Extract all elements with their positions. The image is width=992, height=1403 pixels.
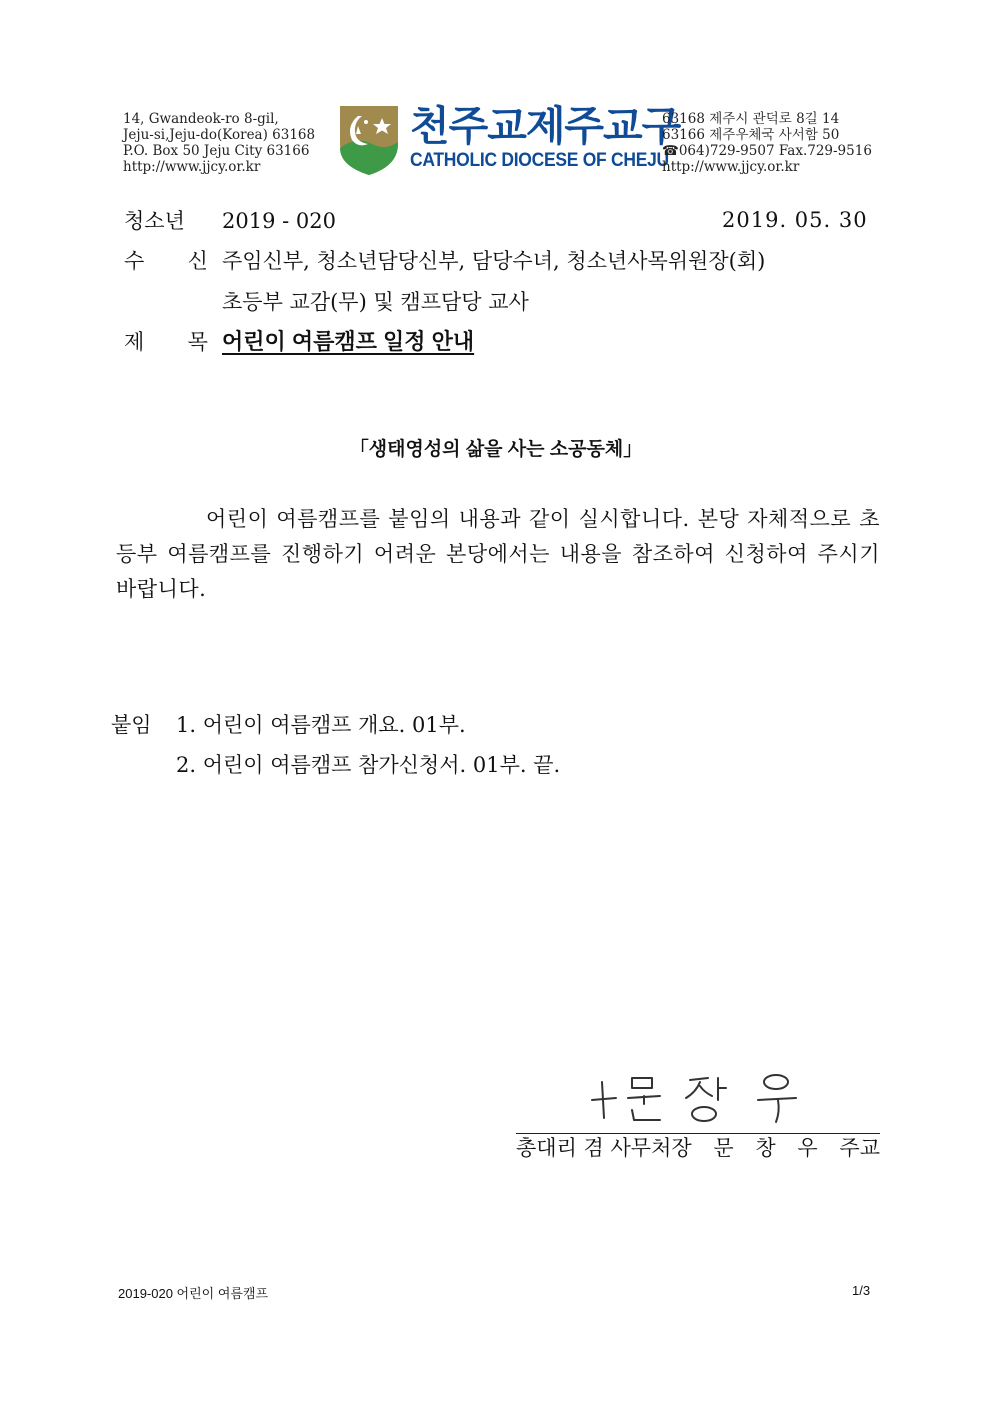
attachment-label: 붙임 [111, 713, 152, 737]
address-line: 63166 제주우체국 사서함 50 [662, 127, 840, 143]
address-line: P.O. Box 50 Jeju City 63166 [123, 143, 310, 159]
subject-label: 제 목 [124, 330, 218, 354]
handwritten-signature [580, 1070, 820, 1130]
recipients-line-1: 주임신부, 청소년담당신부, 담당수녀, 청소년사목위원장(회) [222, 249, 766, 273]
signer-name-part: 우 [797, 1136, 818, 1160]
doc-date: 2019. 05. 30 [722, 208, 868, 232]
doc-label: 청소년 [124, 209, 185, 233]
signer-rank: 주교 [839, 1136, 880, 1160]
page-number: 1/3 [852, 1283, 871, 1298]
letterhead-address-ko [662, 111, 872, 175]
subject-title: 어린이 여름캠프 일정 안내 [222, 329, 475, 354]
address-line: 14, Gwandeok-ro 8-gil, [123, 111, 279, 127]
attachment-item: 1. 어린이 여름캠프 개요. 01부. [176, 713, 466, 737]
contact-phone-fax: ☎064)729-9507 Fax.729-9516 [662, 143, 872, 159]
signer-name-part: 문 [713, 1136, 734, 1160]
website-link[interactable]: http://www.jjcy.or.kr [662, 159, 800, 175]
recipient-label: 수 신 [124, 249, 218, 273]
body-paragraph: 어린이 여름캠프를 붙임의 내용과 같이 실시합니다. 본당 자체적으로 초등부 여름캠프를 진행하기 어려운 본당에서는 내용을 참조하여 신청하여 주시기 바랍니다. [116, 507, 880, 601]
website-link[interactable]: http://www.jjcy.or.kr [123, 159, 261, 175]
doc-number: 2019 - 020 [222, 209, 336, 233]
org-name-korean: 천주교제주교구 [410, 103, 681, 149]
footer-doc-ref: 2019-020 어린이 여름캠프 [118, 1286, 269, 1301]
org-name-english: CATHOLIC DIOCESE OF CHEJU [410, 150, 669, 171]
signer-name-part: 창 [755, 1136, 776, 1160]
attachment-item: 2. 어린이 여름캠프 참가신청서. 01부. 끝. [176, 753, 561, 777]
signer-name [516, 1134, 880, 1162]
letterhead-address-en [123, 111, 315, 175]
motto: 「생태영성의 삶을 사는 소공동체」 [349, 439, 643, 460]
recipients-line-2: 초등부 교감(무) 및 캠프담당 교사 [222, 290, 529, 314]
diocese-emblem-icon [336, 104, 402, 176]
address-line: Jeju-si,Jeju-do(Korea) 63168 [123, 127, 316, 143]
address-line: 63168 제주시 관덕로 8길 14 [662, 111, 840, 127]
signer-title: 총대리 겸 사무처장 [516, 1136, 692, 1160]
